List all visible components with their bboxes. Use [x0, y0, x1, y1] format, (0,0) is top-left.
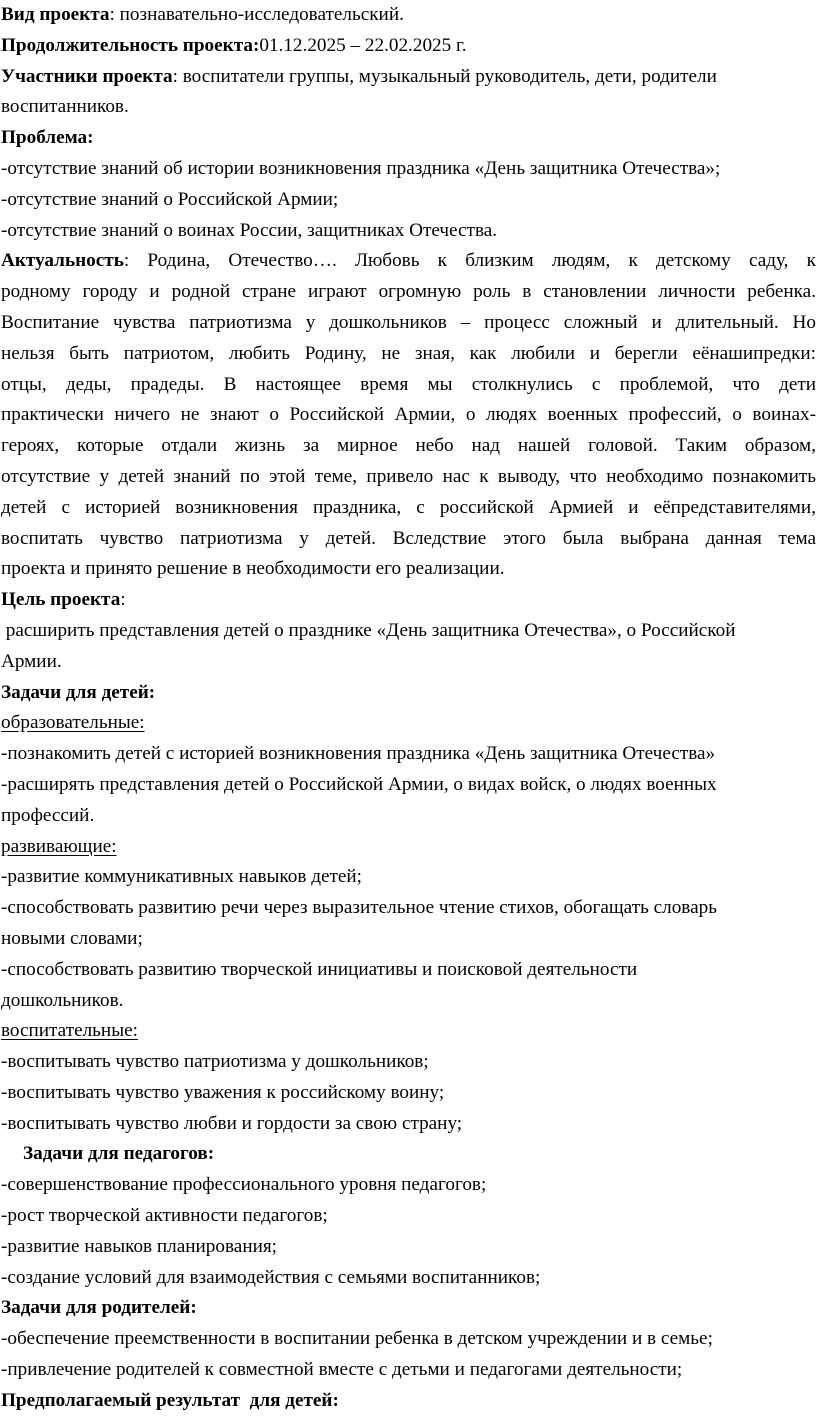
goal-text-continued: Армии.	[1, 650, 62, 672]
relevance-line: отцы, деды, прадеды. В настоящее время мы столкнулись с проблемой, что дети	[1, 373, 816, 395]
goal-colon: :	[120, 589, 126, 611]
parent-tasks-heading	[1, 1293, 816, 1324]
developing-item: дошкольников.	[1, 989, 124, 1011]
relevance-line: детей с историей возникновения праздника, с российской Армией и еёпредставителями,	[1, 496, 816, 518]
relevance-line: нельзя быть патриотом, любить Родину, не зная, как любили и берегли еёнашипредки:	[1, 342, 816, 364]
developing-label: развивающие:	[1, 835, 117, 857]
upbringing-item: -воспитывать чувство любви и гордости за свою страну;	[1, 1112, 463, 1134]
educational-item: -расширять представления детей о Российской Армии, о видах войск, о людях военных	[1, 773, 717, 795]
relevance-line: практически ничего не знают о Российской Армии, о людях военных профессий, о воинах-	[1, 404, 816, 426]
teacher-task-item: -совершенствование профессионального уровня педагогов;	[1, 1174, 487, 1196]
upbringing-item: -воспитывать чувство уважения к российскому воину;	[1, 1081, 445, 1103]
participants-value: : воспитатели группы, музыкальный руководитель, дети, родители	[172, 65, 717, 87]
relevance-text: : Родина, Отечество…. Любовь к близким людям, к детскому саду, к	[123, 250, 816, 272]
parent-task-item: -привлечение родителей к совместной вместе с детьми и педагогами деятельности;	[1, 1359, 683, 1381]
teacher-tasks-label: Задачи для педагогов:	[23, 1143, 215, 1165]
upbringing-subheading	[1, 1016, 816, 1047]
relevance-line: родному городу и родной стране играют огромную роль в становлении личности ребенка.	[1, 281, 816, 303]
educational-label: образовательные:	[1, 712, 145, 734]
problem-item: -отсутствие знаний о воинах России, защитниках Отечества.	[1, 219, 498, 241]
upbringing-label: воспитательные:	[1, 1020, 138, 1042]
relevance-line: отсутствие у детей знаний по этой теме, привело нас к выводу, что необходимо познакомить	[1, 465, 816, 487]
teacher-tasks-heading	[1, 1139, 816, 1170]
goal-text: расширить представления детей о празднике «День защитника Отечества», о Российской	[1, 619, 736, 641]
relevance-line: героях, которые отдали жизнь за мирное небо над нашей головой. Таким образом,	[1, 435, 816, 457]
relevance-last-line: проекта и принято решение в необходимости его реализации.	[1, 558, 505, 580]
relevance-line: Воспитание чувства патриотизма у дошкольников – процесс сложный и длительный. Но	[1, 311, 816, 333]
relevance-label: Актуальность	[1, 250, 124, 272]
participants-continued: воспитанников.	[1, 96, 129, 118]
goal-label: Цель проекта	[1, 589, 121, 611]
parent-tasks-label: Задачи для родителей:	[1, 1297, 197, 1319]
project-duration	[1, 31, 816, 62]
educational-subheading	[1, 708, 816, 739]
project-type-label: Вид проекта	[1, 4, 110, 25]
upbringing-item: -воспитывать чувство патриотизма у дошкольников;	[1, 1051, 429, 1073]
teacher-task-item: -развитие навыков планирования;	[1, 1235, 278, 1257]
project-duration-label: Продолжительность проекта:	[1, 34, 260, 56]
educational-item: -познакомить детей с историей возникновения праздника «День защитника Отечества»	[1, 743, 716, 765]
developing-item: -способствовать развитию речи через выразительное чтение стихов, обогащать словарь	[1, 897, 717, 919]
relevance-first-line	[1, 246, 816, 277]
project-type-value: : познавательно-исследовательский.	[109, 4, 404, 25]
teacher-task-item: -рост творческой активности педагогов;	[1, 1205, 328, 1227]
teacher-task-item: -создание условий для взаимодействия с семьями воспитанников;	[1, 1266, 541, 1288]
educational-item: профессий.	[1, 804, 95, 826]
developing-item: новыми словами;	[1, 927, 143, 949]
goal-heading	[1, 585, 816, 616]
problem-heading	[1, 123, 816, 154]
expected-result-label: Предполагаемый результат для детей:	[1, 1389, 339, 1411]
children-tasks-heading	[1, 678, 816, 709]
project-duration-value: 01.12.2025 – 22.02.2025 г.	[259, 34, 467, 56]
project-participants	[1, 62, 816, 93]
problem-item: -отсутствие знаний об истории возникновения праздника «День защитника Отечества»;	[1, 157, 721, 179]
problem-label: Проблема:	[1, 127, 94, 149]
participants-label: Участники проекта	[1, 65, 173, 87]
developing-subheading	[1, 832, 816, 863]
developing-item: -развитие коммуникативных навыков детей;	[1, 866, 362, 888]
parent-task-item: -обеспечение преемственности в воспитании ребенка в детском учреждении и в семье;	[1, 1328, 713, 1350]
project-type	[1, 0, 816, 31]
children-tasks-label: Задачи для детей:	[1, 681, 156, 703]
expected-result-heading	[1, 1386, 816, 1417]
problem-item: -отсутствие знаний о Российской Армии;	[1, 188, 339, 210]
relevance-line: воспитать чувство патриотизма у детей. Вследствие этого была выбрана данная тема	[1, 527, 816, 549]
developing-item: -способствовать развитию творческой инициативы и поисковой деятельности	[1, 958, 638, 980]
